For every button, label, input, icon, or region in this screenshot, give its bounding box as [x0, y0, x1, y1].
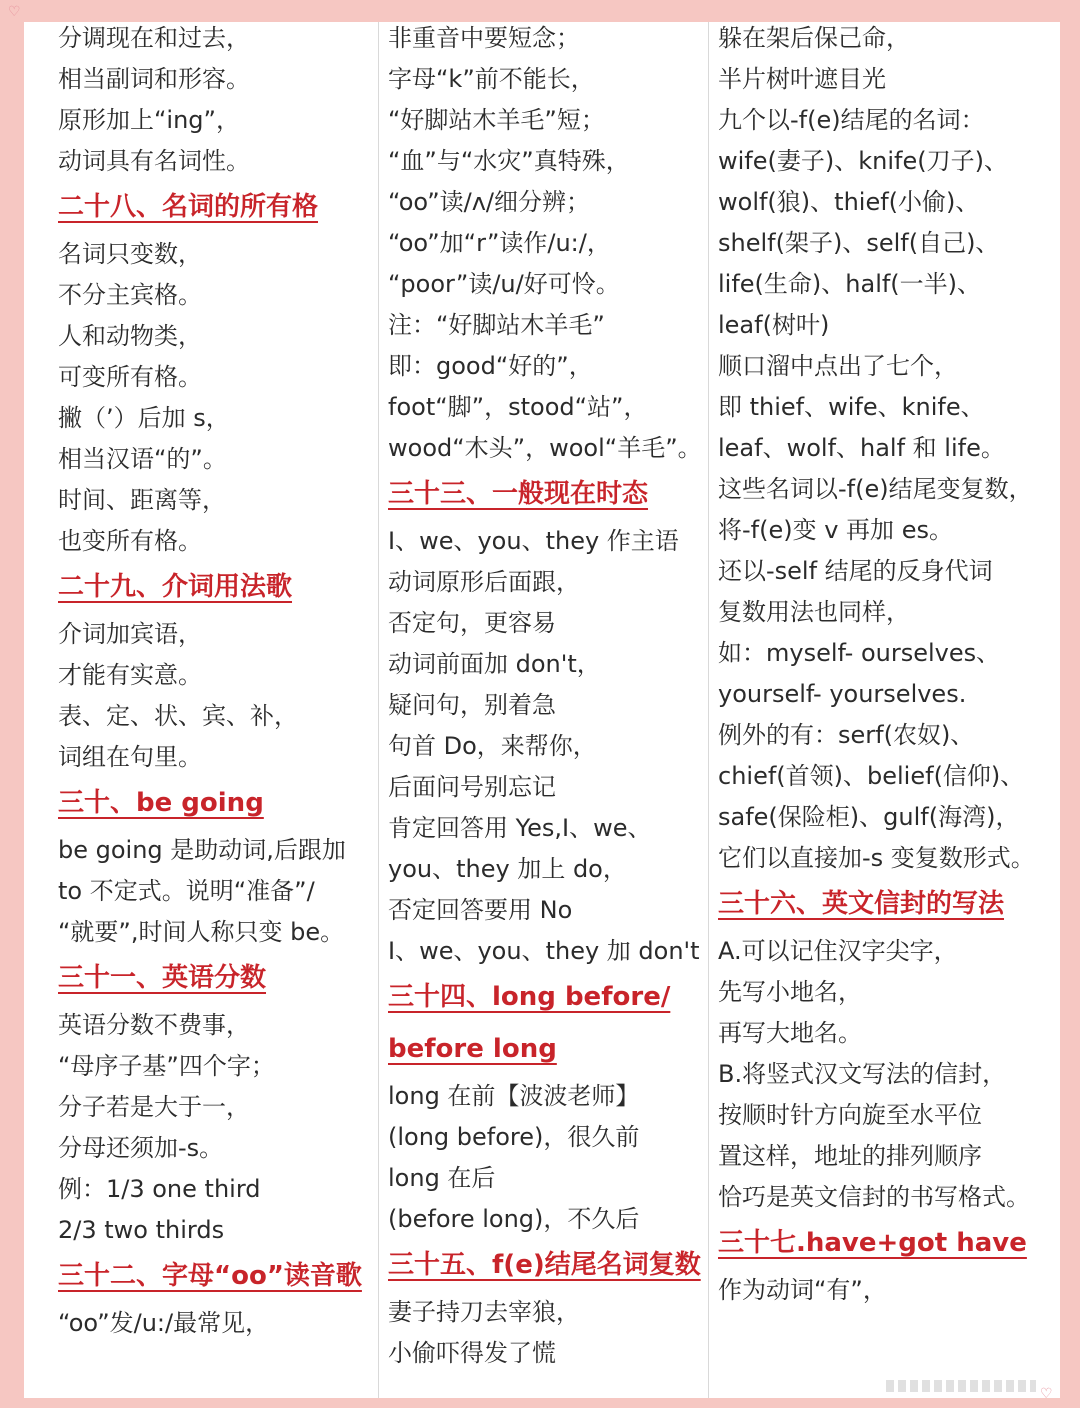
text-line: 动词前面加 don't， — [388, 650, 601, 678]
text-line: safe(保险柜)、gulf(海湾)， — [718, 803, 1020, 831]
text-line: “血”与“水灾”真特殊， — [388, 147, 630, 175]
section-heading: 三十、be going — [58, 788, 264, 818]
text-line: leaf(树叶) — [718, 311, 830, 339]
text-line: 可变所有格。 — [58, 363, 202, 391]
text-line: 即 thief、wife、knife、 — [718, 393, 985, 421]
text-line: 英语分数不费事， — [58, 1011, 250, 1039]
text-line: 也变所有格。 — [58, 527, 202, 555]
text-line: 九个以-f(e)结尾的名词： — [718, 106, 985, 134]
text-line: 2/3 two thirds — [58, 1216, 225, 1244]
text-line: “oo”读/ʌ/细分辨； — [388, 188, 591, 216]
text-line: 注：“好脚站木羊毛” — [388, 311, 605, 339]
text-line: 顺口溜中点出了七个， — [718, 352, 958, 380]
text-line: 这些名词以-f(e)结尾变复数， — [718, 475, 1033, 503]
section-heading: 二十九、介词用法歌 — [58, 572, 293, 602]
text-line: 还以-self 结尾的反身代词 — [718, 557, 993, 585]
text-line: shelf(架子)、self(自己)、 — [718, 229, 1000, 257]
text-line: (long before)，很久前 — [388, 1123, 640, 1151]
section-heading: 二十八、名词的所有格 — [58, 192, 319, 222]
text-line: long 在前【波波老师】 — [388, 1082, 640, 1110]
text-line: “就要”,时间人称只变 be。 — [58, 918, 345, 946]
text-line: 分母还须加-s。 — [58, 1134, 224, 1162]
text-line: I、we、you、they 作主语 — [388, 527, 679, 555]
text-line: 字母“k”前不能长， — [388, 65, 595, 93]
text-line: 非重音中要短念； — [388, 24, 580, 52]
text-line: (before long)，不久后 — [388, 1205, 640, 1233]
text-line: 否定句，更容易 — [388, 609, 556, 637]
text-line: 置这样，地址的排列顺序 — [718, 1142, 982, 1170]
text-line: 动词具有名词性。 — [58, 147, 250, 175]
column-divider — [378, 22, 379, 1398]
text-line: “oo”发/u:/最常见， — [58, 1309, 270, 1337]
text-line: 妻子持刀去宰狼， — [388, 1298, 580, 1326]
column-1 — [58, 22, 378, 1398]
text-line: 按顺时针方向旋至水平位 — [718, 1101, 982, 1129]
text-line: 例外的有：serf(农奴)、 — [718, 721, 975, 749]
watermark-strip — [886, 1380, 1036, 1392]
text-line: 半片树叶遮目光 — [718, 65, 886, 93]
document-page — [24, 22, 1060, 1398]
text-line: 它们以直接加-s 变复数形式。 — [718, 844, 1035, 872]
text-line: wood“木头”，wool“羊毛”。 — [388, 434, 702, 462]
text-line: leaf、wolf、half 和 life。 — [718, 434, 1005, 462]
text-line: 小偷吓得发了慌 — [388, 1339, 556, 1367]
text-line: wolf(狼)、thief(小偷)、 — [718, 188, 980, 216]
section-heading: 三十七.have+got have — [718, 1228, 1027, 1258]
text-line: you、they 加上 do， — [388, 855, 627, 883]
text-line: to 不定式。说明“准备”/ — [58, 877, 315, 905]
text-line: 躲在架后保己命， — [718, 24, 910, 52]
section-heading: 三十六、英文信封的写法 — [718, 889, 1005, 919]
text-line: 分子若是大于一， — [58, 1093, 250, 1121]
text-line: 撇（’）后加 s， — [58, 404, 230, 432]
text-line: “母序子基”四个字； — [58, 1052, 275, 1080]
text-line: “oo”加“r”读作/u:/， — [388, 229, 611, 257]
text-line: chief(首领)、belief(信仰)、 — [718, 762, 1025, 790]
heart-icon: ♡ — [8, 4, 21, 20]
section-heading: 三十二、字母“oo”读音歌 — [58, 1261, 362, 1291]
section-heading: 三十五、f(e)结尾名词复数 — [388, 1250, 701, 1280]
text-line: 作为动词“有”， — [718, 1276, 887, 1304]
text-line: 才能有实意。 — [58, 661, 202, 689]
text-line: life(生命)、half(一半)、 — [718, 270, 982, 298]
text-line: 即：good“好的”， — [388, 352, 593, 380]
section-heading: before long — [388, 1034, 557, 1064]
text-line: B.将竖式汉文写法的信封， — [718, 1060, 1007, 1088]
text-line: “poor”读/u/好可怜。 — [388, 270, 620, 298]
section-heading: 三十四、long before/ — [388, 982, 671, 1012]
text-line: foot“脚”，stood“站”， — [388, 393, 648, 421]
text-line: 分调现在和过去， — [58, 24, 250, 52]
text-line: 恰巧是英文信封的书写格式。 — [718, 1183, 1030, 1211]
text-line: 表、定、状、宾、补， — [58, 702, 298, 730]
text-line: wife(妻子)、knife(刀子)、 — [718, 147, 1008, 175]
text-line: 人和动物类， — [58, 322, 202, 350]
text-line: 句首 Do，来帮你， — [388, 732, 597, 760]
text-line: 如：myself- ourselves、 — [718, 639, 1001, 667]
text-line: 先写小地名， — [718, 978, 862, 1006]
section-heading: 三十三、一般现在时态 — [388, 479, 649, 509]
text-line: 复数用法也同样， — [718, 598, 910, 626]
text-line: 时间、距离等， — [58, 486, 226, 514]
text-line: 后面问号别忘记 — [388, 773, 556, 801]
text-line: 动词原形后面跟， — [388, 568, 580, 596]
text-line: 否定回答要用 No — [388, 896, 573, 924]
text-line: 疑问句，别着急 — [388, 691, 556, 719]
text-line: 名词只变数， — [58, 240, 202, 268]
text-line: 原形加上“ing”， — [58, 106, 240, 134]
text-line: 相当汉语“的”。 — [58, 445, 227, 473]
text-line: 介词加宾语， — [58, 620, 202, 648]
text-line: long 在后 — [388, 1164, 496, 1192]
text-line: I、we、you、they 加 don't — [388, 937, 700, 965]
column-2 — [388, 22, 710, 1398]
text-line: 相当副词和形容。 — [58, 65, 250, 93]
text-line: 词组在句里。 — [58, 743, 202, 771]
section-heading: 三十一、英语分数 — [58, 963, 267, 993]
text-line: 将-f(e)变 v 再加 es。 — [718, 516, 953, 544]
text-line: 例：1/3 one third — [58, 1175, 261, 1203]
text-line: “好脚站木羊毛”短； — [388, 106, 605, 134]
text-line: 再写大地名。 — [718, 1019, 862, 1047]
text-line: be going 是助动词,后跟加 — [58, 836, 346, 864]
text-line: A.可以记住汉字尖字， — [718, 937, 958, 965]
column-divider — [708, 22, 709, 1398]
text-line: 肯定回答用 Yes,I、we、 — [388, 814, 652, 842]
column-3 — [718, 22, 1054, 1398]
heart-icon: ♡ — [1040, 1386, 1053, 1402]
text-line: 不分主宾格。 — [58, 281, 202, 309]
text-line: yourself- yourselves. — [718, 680, 967, 708]
